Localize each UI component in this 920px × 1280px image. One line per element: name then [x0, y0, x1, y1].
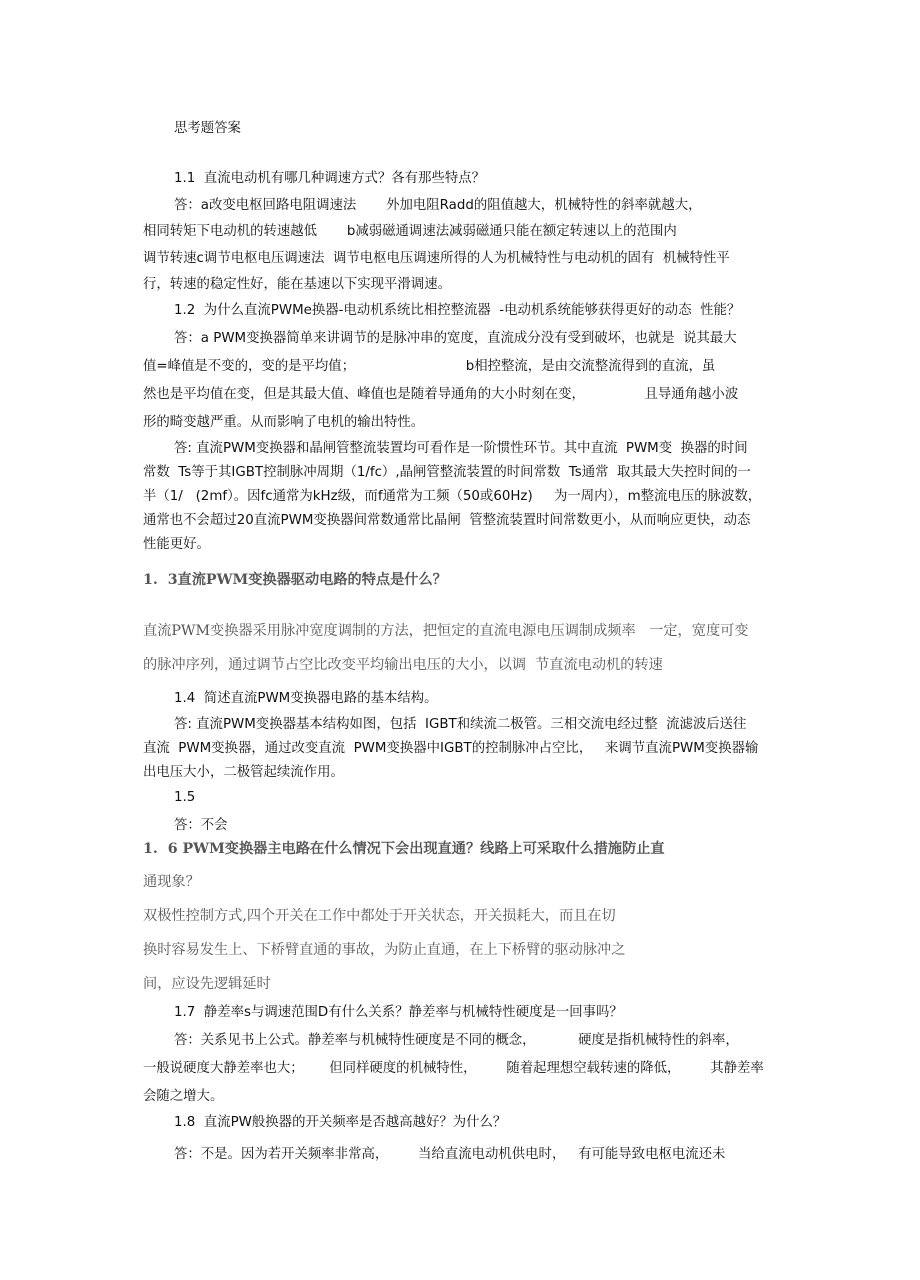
question-1-6-line: 1. 6 PWM变换器主电路在什么情况下会出现直通？线路上可采取什么措施防止直	[143, 841, 665, 857]
question-1-2: 1.2 为什么直流PWMe换器-电动机系统比相控整流器 -电动机系统能够获得更好的动态 性能？	[174, 303, 741, 318]
answer-1-1-line: 相同转矩下电动机的转速越低 b减弱磁通调速法减弱磁通只能在额定转速以上的范围内	[143, 224, 677, 239]
answer-1-1-line: 答：a改变电枢回路电阻调速法 外加电阻Radd的阻值越大，机械特性的斜率就越大，	[174, 198, 702, 213]
answer-1-2b-line: 常数 Ts等于其IGBT控制脉冲周期（1/fc）,晶闸管整流装置的时间常数 Ts通常 取其最大失控时间的一	[143, 465, 751, 480]
question-1-5: 1.5	[174, 790, 196, 805]
answer-1-6-line: 换时容易发生上、下桥臂直通的事故，为防止直通，在上下桥臂的驱动脉冲之	[143, 942, 626, 958]
answer-1-2b-line: 性能更好。	[143, 537, 210, 552]
answer-1-7-line: 会随之增大。	[143, 1089, 224, 1104]
answer-1-7-line: 一般说硬度大静差率也大； 但同样硬度的机械特性， 随着起理想空载转速的降低， 其静差率	[143, 1061, 764, 1076]
answer-1-2b-line: 答: 直流PWM变换器和晶闸管整流装置均可看作是一阶惯性环节。其中直流 PWM变 换器的时间	[174, 441, 748, 456]
answer-1-1-line: 行，转速的稳定性好，能在基速以下实现平滑调速。	[143, 277, 451, 292]
answer-1-2b-line: 半（1/ (2mf）。因fc通常为kHz级，而f通常为工频（50或60Hz) 为一周内），m整流电压的脉波数，	[143, 489, 762, 504]
answer-1-3-line: 直流PWM变换器采用脉冲宽度调制的方法，把恒定的直流电源电压调制成频率 一定，宽度可变	[143, 623, 749, 639]
answer-1-7-line: 答：关系见书上公式。静差率与机械特性硬度是不同的概念， 硬度是指机械特性的斜率，	[174, 1033, 739, 1048]
question-1-6-line: 通现象？	[143, 874, 200, 890]
answer-1-1-line: 调节转速c调节电枢电压调速法 调节电枢电压调速所得的人为机械特性与电动机的固有 机械特性平	[143, 251, 730, 266]
answer-1-2a-line: 然也是平均值在变，但是其最大值、峰值也是随着导通角的大小时刻在变， 且导通角越小波	[143, 387, 739, 402]
answer-1-4-line: 出电压大小，二极管起续流作用。	[143, 765, 344, 780]
question-1-3: 1. 3直流PWM变换器驱动电路的特点是什么？	[143, 572, 447, 588]
answer-1-2a-line: 值=峰值是不变的，变的是平均值； b相控整流，是由交流整流得到的直流，虽	[143, 359, 716, 374]
page-title: 思考题答案	[174, 121, 241, 136]
question-1-7: 1.7 静差率s与调速范围D有什么关系？静差率与机械特性硬度是一回事吗？	[174, 1005, 623, 1020]
answer-1-3-line: 的脉冲序列，通过调节占空比改变平均输出电压的大小，以调 节直流电动机的转速	[143, 657, 663, 673]
question-1-4: 1.4 简述直流PWM变换器电路的基本结构。	[174, 691, 438, 706]
answer-1-4-line: 答: 直流PWM变换器基本结构如图，包括 IGBT和续流二极管。三相交流电经过整 流滤波后送往	[174, 717, 747, 732]
answer-1-2a-line: 答：a PWM变换器简单来讲调节的是脉冲串的宽度，直流成分没有受到破坏，也就是 说其最大	[174, 331, 737, 346]
question-1-1: 1.1 直流电动机有哪几种调速方式？各有那些特点？	[174, 171, 486, 186]
answer-1-6-line: 间，应设先逻辑延时	[143, 976, 271, 992]
answer-1-2b-line: 通常也不会超过20直流PWM变换器间常数通常比晶闸 管整流装置时间常数更小，从而响应更快，动态	[143, 513, 751, 528]
answer-1-2a-line: 形的畸变越严重。从而影响了电机的输出特性。	[143, 415, 425, 430]
answer-1-6-line: 双极性控制方式,四个开关在工作中都处于开关状态，开关损耗大，而且在切	[143, 908, 616, 924]
answer-1-8-line: 答：不是。因为若开关频率非常高， 当给直流电动机供电时， 有可能导致电枢电流还未	[174, 1147, 726, 1162]
question-1-8: 1.8 直流PW般换器的开关频率是否越高越好？为什么？	[174, 1115, 507, 1130]
answer-1-4-line: 直流 PWM变换器，通过改变直流 PWM变换器中IGBT的控制脉冲占空比， 来调节直流PWM变换器输	[143, 741, 759, 756]
answer-1-5: 答：不会	[174, 818, 228, 833]
